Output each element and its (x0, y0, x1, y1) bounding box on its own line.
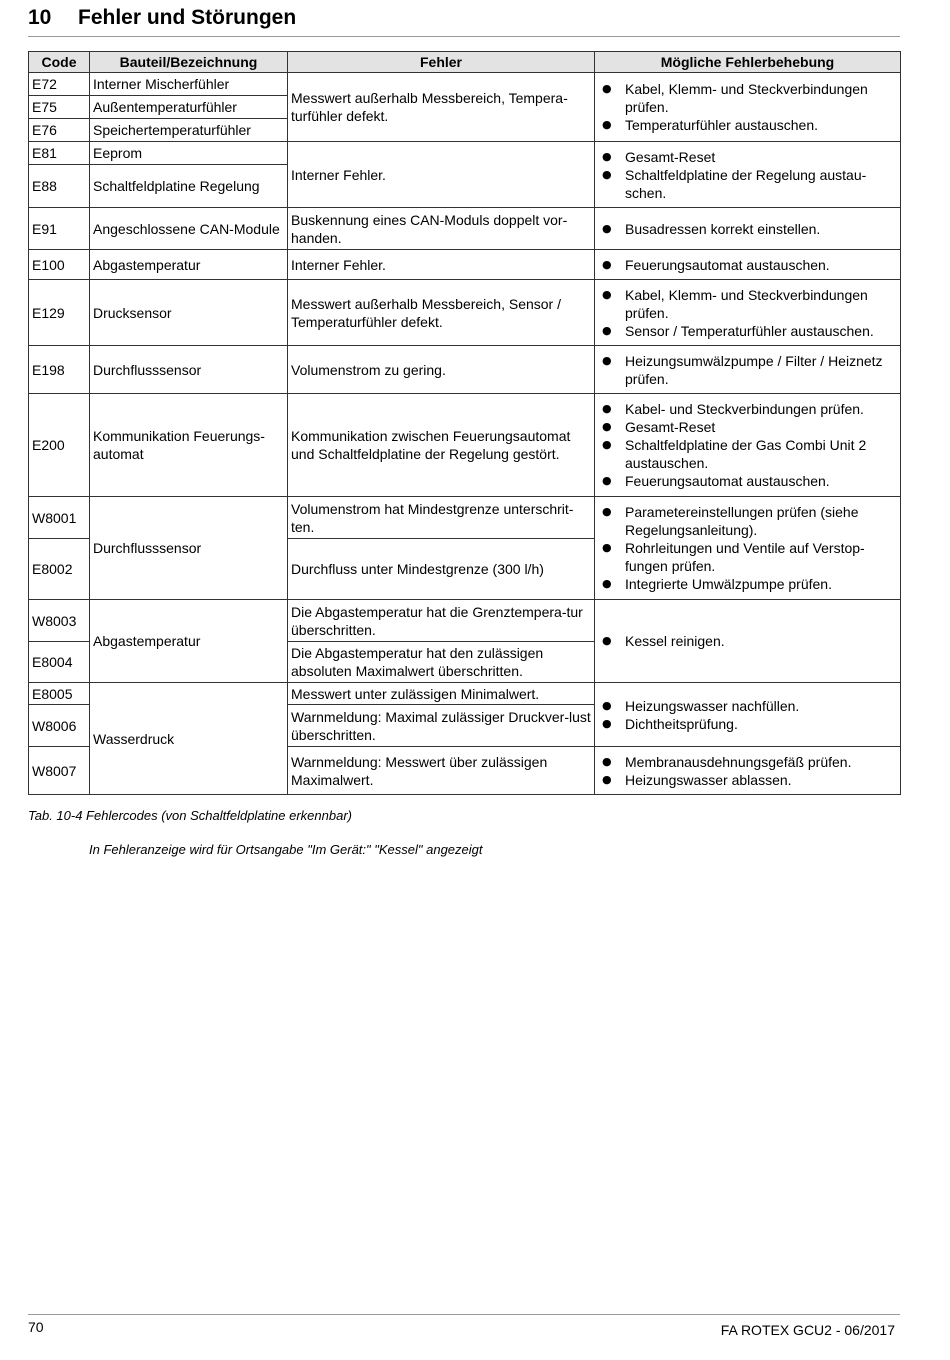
code-cell: E8004 (29, 642, 90, 683)
fix-item: ● Temperaturfühler austauschen. (598, 116, 897, 134)
fix-cell (595, 280, 901, 346)
fix-list (598, 80, 897, 134)
code-cell: E100 (29, 250, 90, 280)
code-cell: W8001 (29, 497, 90, 539)
fault-cell: Interner Fehler. (288, 250, 595, 280)
code-cell: E8002 (29, 539, 90, 600)
table-note: In Fehleranzeige wird für Ortsangabe "Im Gerät:" "Kessel" angezeigt (89, 842, 483, 857)
fix-item: ● Schaltfeldplatine der Gas Combi Unit 2 austauschen. (598, 436, 897, 472)
fault-cell: Warnmeldung: Maximal zulässiger Druckver-lust überschritten. (288, 705, 595, 747)
chapter-title: Fehler und Störungen (78, 6, 297, 29)
table-row (29, 346, 901, 394)
fix-item: ● Feuerungsautomat austauschen. (598, 472, 897, 490)
fix-cell (595, 208, 901, 250)
code-cell: E91 (29, 208, 90, 250)
page-number: 70 (28, 1319, 44, 1335)
component-cell: Speichertemperaturfühler (90, 119, 288, 142)
fix-item: ● Parametereinstellungen prüfen (siehe Regelungsanleitung). (598, 503, 897, 539)
component-cell: Außentemperaturfühler (90, 96, 288, 119)
fix-list (598, 503, 897, 593)
fix-cell (595, 346, 901, 394)
code-cell: E76 (29, 119, 90, 142)
fix-item: ● Kabel, Klemm- und Steckverbindungen prüfen. (598, 80, 897, 116)
code-cell: E200 (29, 394, 90, 497)
fix-cell (595, 600, 901, 683)
fix-cell (595, 394, 901, 497)
fix-item: ● Membranausdehnungsgefäß prüfen. (598, 753, 897, 771)
fault-cell: Durchfluss unter Mindestgrenze (300 l/h) (288, 539, 595, 600)
component-cell: Abgastemperatur (90, 600, 288, 683)
column-header-code: Code (29, 52, 90, 73)
fix-list (598, 148, 897, 202)
table-row (29, 600, 901, 642)
component-cell: Interner Mischerfühler (90, 73, 288, 96)
fix-item: ● Feuerungsautomat austauschen. (598, 256, 897, 274)
fix-list (598, 400, 897, 490)
fix-item: ● Rohrleitungen und Ventile auf Verstop-fungen prüfen. (598, 539, 897, 575)
column-header-fix: Mögliche Fehlerbehebung (595, 52, 901, 73)
fault-cell: Warnmeldung: Messwert über zulässigen Maximalwert. (288, 747, 595, 795)
table-row (29, 250, 901, 280)
fix-cell (595, 497, 901, 600)
fix-cell (595, 73, 901, 142)
code-cell: E72 (29, 73, 90, 96)
column-header-component: Bauteil/Bezeichnung (90, 52, 288, 73)
fix-list (598, 220, 897, 238)
fix-cell (595, 142, 901, 208)
table-row (29, 394, 901, 497)
component-cell: Durchflusssensor (90, 497, 288, 600)
fix-item: ● Kabel- und Steckverbindungen prüfen. (598, 400, 897, 418)
table-row (29, 497, 901, 539)
fix-list (598, 632, 897, 650)
fix-item: ● Busadressen korrekt einstellen. (598, 220, 897, 238)
fix-item: ● Sensor / Temperaturfühler austauschen. (598, 322, 897, 340)
fault-cell: Kommunikation zwischen Feuerungsautomat und Schaltfeldplatine der Regelung gestört. (288, 394, 595, 497)
fault-cell: Die Abgastemperatur hat die Grenztempera-tur überschritten. (288, 600, 595, 642)
fault-cell: Die Abgastemperatur hat den zulässigen absoluten Maximalwert überschritten. (288, 642, 595, 683)
code-cell: E198 (29, 346, 90, 394)
code-cell: E88 (29, 165, 90, 208)
page-header (28, 4, 900, 37)
fix-cell (595, 250, 901, 280)
fault-cell: Volumenstrom hat Mindestgrenze unterschrit-ten. (288, 497, 595, 539)
component-cell: Wasserdruck (90, 683, 288, 795)
fault-cell: Interner Fehler. (288, 142, 595, 208)
fix-item: ● Gesamt-Reset (598, 418, 897, 436)
component-cell: Angeschlossene CAN-Module (90, 208, 288, 250)
fault-cell: Messwert außerhalb Messbereich, Sensor / Temperaturfühler defekt. (288, 280, 595, 346)
fix-item: ● Kabel, Klemm- und Steckverbindungen prüfen. (598, 286, 897, 322)
table-row (29, 280, 901, 346)
fix-list (598, 352, 897, 388)
column-header-fault: Fehler (288, 52, 595, 73)
fix-list (598, 256, 897, 274)
fault-cell: Buskennung eines CAN-Moduls doppelt vor-handen. (288, 208, 595, 250)
footer-divider (28, 1314, 900, 1315)
fix-item: ● Gesamt-Reset (598, 148, 897, 166)
table-caption: Tab. 10-4 Fehlercodes (von Schaltfeldplatine erkennbar) (28, 808, 352, 823)
fault-cell: Volumenstrom zu gering. (288, 346, 595, 394)
fault-cell: Messwert unter zulässigen Minimalwert. (288, 683, 595, 705)
chapter-number: 10 (28, 6, 52, 29)
fix-list (598, 753, 897, 789)
fix-item: ● Heizungswasser nachfüllen. (598, 697, 897, 715)
code-cell: W8003 (29, 600, 90, 642)
component-cell: Kommunikation Feuerungs-automat (90, 394, 288, 497)
component-cell: Drucksensor (90, 280, 288, 346)
code-cell: E75 (29, 96, 90, 119)
error-code-table (28, 51, 901, 795)
table-row (29, 208, 901, 250)
fix-cell (595, 683, 901, 747)
component-cell: Schaltfeldplatine Regelung (90, 165, 288, 208)
code-cell: E129 (29, 280, 90, 346)
fix-item: ● Dichtheitsprüfung. (598, 715, 897, 733)
fix-item: ● Heizungswasser ablassen. (598, 771, 897, 789)
fix-list (598, 697, 897, 733)
table-row (29, 73, 901, 96)
table-row (29, 683, 901, 705)
code-cell: E8005 (29, 683, 90, 705)
fix-item: ● Heizungsumwälzpumpe / Filter / Heiznetz prüfen. (598, 352, 897, 388)
document-reference: FA ROTEX GCU2 - 06/2017 (720, 1322, 895, 1338)
code-cell: E81 (29, 142, 90, 165)
table-header-row (29, 52, 901, 73)
fix-item: ● Schaltfeldplatine der Regelung austau-schen. (598, 166, 897, 202)
component-cell: Eeprom (90, 142, 288, 165)
fix-cell (595, 747, 901, 795)
code-cell: W8007 (29, 747, 90, 795)
fix-list (598, 286, 897, 340)
table-row (29, 142, 901, 165)
fix-item: ● Integrierte Umwälzpumpe prüfen. (598, 575, 897, 593)
component-cell: Durchflusssensor (90, 346, 288, 394)
component-cell: Abgastemperatur (90, 250, 288, 280)
fault-cell: Messwert außerhalb Messbereich, Tempera-turfühler defekt. (288, 73, 595, 142)
code-cell: W8006 (29, 705, 90, 747)
fix-item: ● Kessel reinigen. (598, 632, 897, 650)
